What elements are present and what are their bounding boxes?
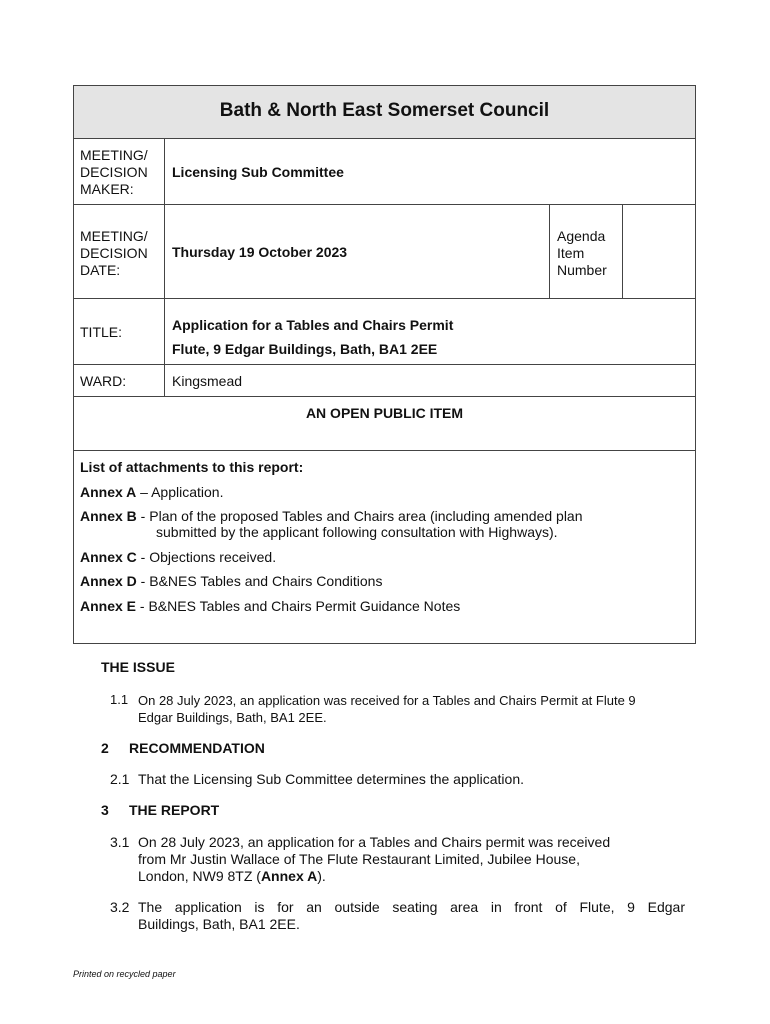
annex-c	[80, 549, 276, 565]
para-number: 3.2	[110, 899, 130, 915]
label-line: MAKER:	[80, 181, 134, 197]
meeting-date-label	[80, 228, 148, 279]
annex-d	[80, 573, 382, 589]
label-line: MEETING/	[80, 228, 148, 244]
annex-text: Plan of the proposed Tables and Chairs area (including amended plan	[149, 508, 583, 524]
para-number: 1.1	[110, 692, 129, 707]
para-number: 2.1	[110, 771, 130, 787]
report-heading: THE REPORT	[129, 802, 220, 818]
footer-note: Printed on recycled paper	[73, 969, 176, 979]
para-line: Edgar Buildings, Bath, BA1 2EE.	[138, 710, 327, 725]
row-divider	[73, 298, 696, 299]
para-2-1: That the Licensing Sub Committee determines the application.	[138, 771, 524, 787]
council-name: Bath & North East Somerset Council	[219, 100, 550, 121]
label-line: Number	[557, 262, 607, 278]
annex-b-continuation: submitted by the applicant following consultation with Highways).	[156, 524, 558, 540]
annex-key: Annex B	[80, 508, 137, 524]
open-public-item: AN OPEN PUBLIC ITEM	[305, 405, 464, 421]
agenda-item-label	[557, 228, 607, 279]
annex-key: Annex E	[80, 598, 137, 614]
title-line-2: Flute, 9 Edgar Buildings, Bath, BA1 2EE	[172, 341, 438, 357]
label-line: DECISION	[80, 245, 148, 261]
row-divider	[73, 450, 696, 451]
annex-text: B&NES Tables and Chairs Permit Guidance Notes	[148, 598, 461, 614]
label-line: Agenda	[557, 228, 606, 244]
annex-b	[80, 508, 583, 524]
row-divider	[73, 138, 696, 139]
label-line: MEETING/	[80, 147, 148, 163]
ward-value: Kingsmead	[172, 373, 243, 389]
recommendation-number: 2	[101, 740, 109, 756]
annex-sep: -	[136, 598, 149, 614]
para-text: ).	[317, 868, 326, 884]
label-line: DATE:	[80, 262, 121, 278]
column-divider	[622, 204, 623, 298]
annex-sep: -	[136, 508, 150, 524]
attachments-heading: List of attachments to this report:	[80, 459, 304, 475]
column-divider	[549, 204, 550, 298]
annex-key: Annex C	[80, 549, 137, 565]
label-line: DECISION	[80, 164, 148, 180]
para-line: Buildings, Bath, BA1 2EE.	[138, 916, 300, 932]
meeting-maker-value: Licensing Sub Committee	[172, 164, 344, 180]
annex-sep: –	[136, 484, 152, 500]
issue-heading: THE ISSUE	[101, 659, 175, 675]
annex-sep: -	[136, 549, 150, 565]
row-divider	[73, 204, 696, 205]
para-1-1	[138, 692, 686, 726]
meeting-maker-label	[80, 147, 148, 198]
para-3-2	[138, 899, 685, 933]
title-line-1: Application for a Tables and Chairs Permit	[172, 317, 454, 333]
annex-text: B&NES Tables and Chairs Conditions	[149, 573, 383, 589]
annex-reference: Annex A	[260, 868, 318, 884]
row-divider	[73, 364, 696, 365]
annex-sep: -	[136, 573, 150, 589]
annex-e	[80, 598, 460, 614]
para-number: 3.1	[110, 834, 130, 850]
report-number: 3	[101, 802, 109, 818]
row-divider	[73, 396, 696, 397]
para-text: London, NW9 8TZ (	[138, 868, 261, 884]
annex-a	[80, 484, 223, 500]
para-line: On 28 July 2023, an application was received for a Tables and Chairs Permit at Flute 9	[138, 693, 636, 708]
para-line: The application is for an outside seating area in front of Flute, 9 Edgar	[138, 899, 685, 915]
ward-label: WARD:	[80, 373, 127, 389]
annex-text: Application.	[151, 484, 224, 500]
para-line: from Mr Justin Wallace of The Flute Restaurant Limited, Jubilee House,	[138, 851, 580, 867]
recommendation-heading: RECOMMENDATION	[129, 740, 265, 756]
annex-key: Annex A	[80, 484, 137, 500]
meeting-date-value: Thursday 19 October 2023	[172, 244, 348, 260]
annex-text: Objections received.	[149, 549, 277, 565]
para-3-1	[138, 834, 610, 885]
label-line: Item	[557, 245, 585, 261]
para-line	[138, 868, 610, 885]
para-line: On 28 July 2023, an application for a Tables and Chairs permit was received	[138, 834, 611, 850]
annex-key: Annex D	[80, 573, 137, 589]
column-divider	[164, 138, 165, 396]
title-label: TITLE:	[80, 324, 123, 340]
